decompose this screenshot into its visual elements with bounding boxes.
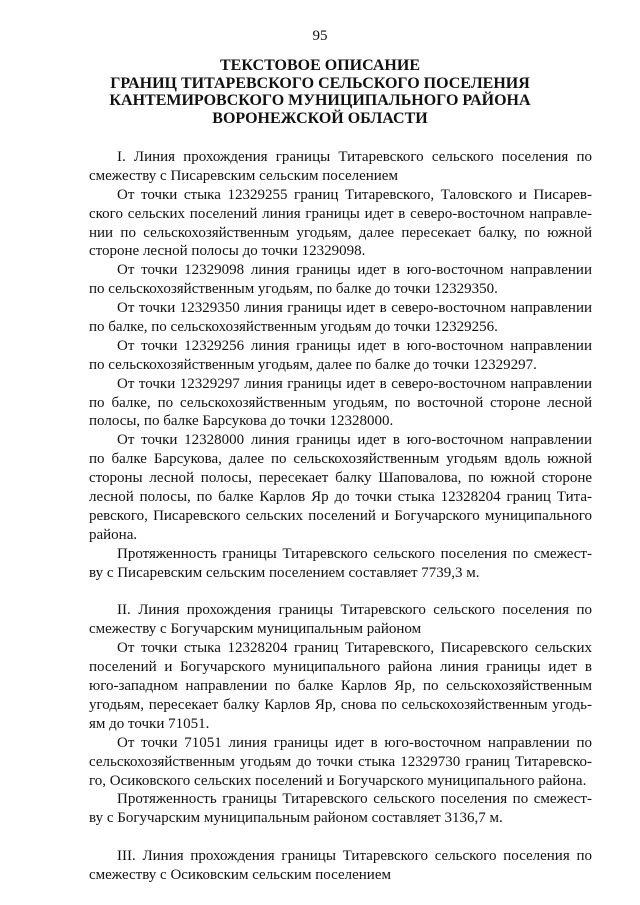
text-line: угодьям, пересекает балку Карлов Яр, снова по сельскохозяйственным угодь- — [89, 696, 592, 713]
text-line: по балке, по сельскохозяйственным угодьям, по восточной стороне лесной — [89, 394, 592, 411]
text-line: ву с Богучарским муниципальным районом составляет 3136,7 м. — [89, 810, 503, 827]
text-line: по сельскохозяйственным угодьям, по балке до точки 12329350. — [89, 281, 498, 298]
text-line: ву с Писаревским сельским поселением составляет 7739,3 м. — [89, 564, 480, 581]
text-line: смежеству с Писаревским сельским поселением — [89, 167, 398, 184]
text-line: смежеству с Осиковским сельским поселением — [89, 867, 391, 884]
title-line: ВОРОНЕЖСКОЙ ОБЛАСТИ — [212, 109, 428, 127]
text-line: ям до точки 71051. — [89, 715, 210, 732]
paragraph — [89, 790, 592, 828]
text-line: От точки стыка 12328204 границ Титаревского, Писаревского сельских — [117, 640, 592, 657]
text-line: III. Линия прохождения границы Титаревского сельского поселения по — [117, 848, 592, 865]
paragraph — [89, 148, 592, 186]
text-line: стороне лесной полосы до точки 12329098. — [89, 243, 366, 260]
text-line: От точки 12328000 линия границы идет в юго-восточном направлении — [117, 432, 592, 449]
text-line: нии по сельскохозяйственным угодьям, далее пересекает балку, по южной — [89, 224, 592, 241]
text-line: го, Осиковского сельских поселений и Богучарского муниципального района. — [89, 772, 587, 789]
text-line: сельскохозяйственным угодьям до точки стыка 12329730 границ Титаревско- — [89, 753, 592, 770]
text-line: От точки 12329350 линия границы идет в северо-восточном направлении — [117, 300, 592, 317]
section — [89, 847, 592, 885]
paragraph — [89, 261, 592, 299]
text-line: по сельскохозяйственным угодьям, далее по балке до точки 12329297. — [89, 356, 537, 373]
section-gap — [89, 582, 592, 601]
paragraph — [89, 639, 592, 733]
text-line: смежеству с Богучарским муниципальным районом — [89, 621, 422, 638]
text-line: ревского, Писаревского сельских поселений и Богучарского муниципального — [89, 507, 592, 524]
paragraph — [89, 337, 592, 375]
title-line: КАНТЕМИРОВСКОГО МУНИЦИПАЛЬНОГО РАЙОНА — [109, 92, 531, 109]
text-line: ского сельских поселений линия границы идет в северо-восточном направле- — [89, 205, 592, 222]
text-line: юго-западном направлении по балке Карлов Яр, по сельскохозяйственным — [89, 678, 592, 695]
paragraph — [89, 847, 592, 885]
page-number: 95 — [312, 28, 328, 44]
text-line: I. Линия прохождения границы Титаревского сельского поселения по — [117, 149, 592, 165]
text-line: стороны лесной полосы, пересекает балку Шаповалова, по южной стороне — [89, 470, 592, 487]
paragraph — [89, 186, 592, 262]
text-line: полосы, по балке Барсукова до точки 12328000. — [89, 413, 394, 430]
section — [89, 601, 592, 828]
document-title — [60, 57, 580, 127]
text-line: по балке Барсукова, далее по сельскохозяйственным угодьям вдоль южной — [89, 451, 592, 468]
paragraph — [89, 431, 592, 544]
text-line: От точки 12329256 линия границы идет в юго-восточном направлении — [117, 337, 592, 354]
text-line: От точки 71051 линия границы идет в юго-восточном направлении по — [117, 734, 592, 751]
text-line: лесной полосы, по балке Карлов Яр до точки стыка 12328204 границ Тита- — [89, 489, 592, 506]
paragraph — [89, 601, 592, 639]
text-line: по балке, по сельскохозяйственным угодьям до точки 12329256. — [89, 319, 498, 336]
text-line: От точки 12329297 линия границы идет в северо-восточном направлении — [117, 375, 592, 392]
document-body — [89, 148, 592, 885]
title-line: ГРАНИЦ ТИТАРЕВСКОГО СЕЛЬСКОГО ПОСЕЛЕНИЯ — [110, 74, 530, 92]
section-gap — [89, 828, 592, 847]
text-line: II. Линия прохождения границы Титаревского сельского поселения по — [117, 602, 592, 619]
paragraph — [89, 299, 592, 337]
text-line: Протяженность границы Титаревского сельского поселения по смежест- — [117, 791, 592, 808]
text-line: Протяженность границы Титаревского сельского поселения по смежест- — [117, 545, 592, 562]
title-line: ТЕКСТОВОЕ ОПИСАНИЕ — [219, 57, 420, 74]
paragraph — [89, 734, 592, 791]
text-line: поселений и Богучарского муниципального района линия границы идет в — [89, 659, 592, 676]
paragraph — [89, 375, 592, 432]
section — [89, 148, 592, 582]
text-line: От точки 12329098 линия границы идет в юго-восточном направлении — [117, 262, 592, 279]
text-line: района. — [89, 526, 138, 543]
paragraph — [89, 545, 592, 583]
text-line: От точки стыка 12329255 границ Титаревского, Таловского и Писарев- — [117, 186, 592, 203]
